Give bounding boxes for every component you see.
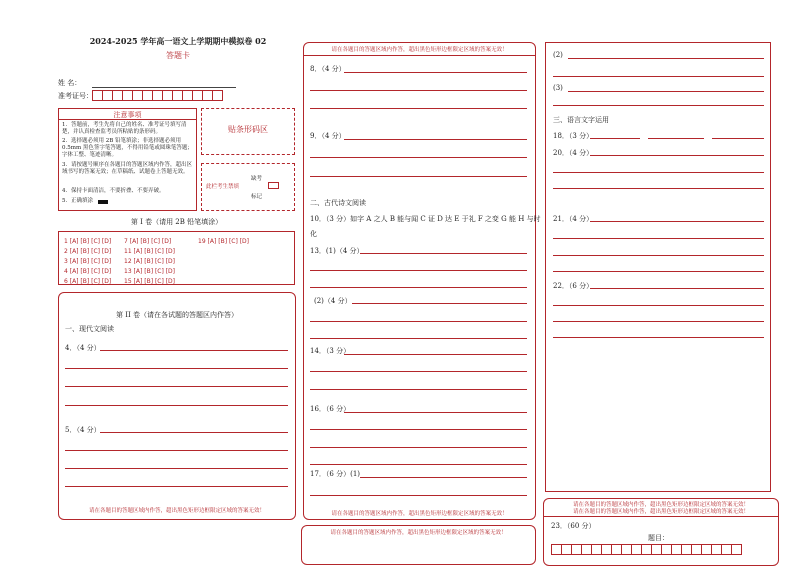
question-8-label: 8．（4 分）: [310, 65, 346, 73]
question-17-label: 17．（6 分）(1): [310, 470, 361, 478]
option-row[interactable]: 15 [A] [B] [C] [D]: [124, 278, 176, 285]
option-row[interactable]: 6 [A] [B] [C] [D]: [64, 278, 112, 285]
option-row[interactable]: 11 [A] [B] [C] [D]: [124, 248, 176, 255]
option-row[interactable]: 7 [A] [B] [C] [D]: [124, 238, 172, 245]
notice-item-2: 2．选择题必须用 2B 铅笔填涂；非选择题必须用 0.5mm 黑色签字笔答题，不得用铅笔或圆珠笔答题；字体工整、笔迹清晰。: [62, 138, 193, 158]
option-row[interactable]: 2 [A] [B] [C] [D]: [64, 248, 112, 255]
warning-text: 请在各题目的答题区域内作答，超出黑色矩形边框限定区域的答案无效！: [331, 511, 508, 517]
notice-item-5: 5．正确填涂: [62, 198, 93, 204]
absent-label: 此栏考生禁填: [206, 184, 240, 190]
subquestion-3-label: (3): [553, 84, 563, 92]
answer-sheet-label: 答题卡: [166, 51, 190, 60]
exam-title: 2024-2025 学年高一语文上学期期中模拟卷 02: [89, 36, 267, 46]
option-row[interactable]: 4 [A] [B] [C] [D]: [64, 268, 112, 275]
warning-text: 请在各题目的答题区域内作答，超出黑色矩形边框限定区域的答案无效！: [330, 530, 507, 536]
warning-text: 请在各题目的答题区域内作答，超出黑色矩形边框限定区域的答案无效！: [572, 509, 749, 515]
section-language-use: 三、语言文字运用: [553, 116, 609, 124]
question-10-cont: 化: [310, 230, 317, 238]
question-22-label: 22．（6 分）: [553, 282, 594, 290]
question-4-label: 4．（4 分）: [65, 344, 101, 352]
column2-box: [303, 42, 536, 520]
notice-item-4: 4．保持卡面清洁，不要折叠、不要弄破。: [62, 188, 165, 194]
option-row[interactable]: 1 [A] [B] [C] [D]: [64, 238, 112, 245]
question-5-label: 5．（4 分）: [65, 426, 101, 434]
warning-text: 请在各题目的答题区域内作答，超出黑色矩形边框限定区域的答案无效！: [572, 502, 749, 508]
question-13-2-label: (2)（4 分）: [314, 297, 352, 305]
part1-title: 第 I 卷（请用 2B 铅笔填涂）: [130, 218, 223, 226]
question-16-label: 16．（6 分）: [310, 405, 351, 413]
filled-mark-sample: [98, 200, 108, 204]
section-modern-reading: 一、现代文阅读: [65, 325, 114, 333]
essay-topic-label: 题目：: [648, 534, 669, 542]
warning-text: 请在各题目的答题区域内作答，超出黑色矩形边框限定区域的答案无效！: [331, 47, 508, 53]
name-label: 姓 名：: [58, 79, 82, 87]
question-18-label: 18．（3 分）: [553, 132, 594, 140]
absent-checkbox[interactable]: [268, 182, 279, 189]
question-23-label: 23．（60 分）: [551, 522, 596, 530]
question-10-label: 10．（3 分）如字 A 之人 B 能与闻 C 证 D 达 E 于礼 F 之变 G 能 H 与时: [310, 215, 541, 223]
column3-box: [545, 42, 771, 492]
warning-text: 请在各题目的答题区域内作答，超出黑色矩形边框限定区域的答案无效！: [88, 508, 265, 514]
notice-item-3: 3．请按题号顺序在各题目的答题区域内作答，超出区域书写的答案无效；在草稿纸、试题卷上答题无效。: [62, 162, 193, 175]
notice-title: 注意事项: [113, 111, 142, 119]
essay-grid[interactable]: [551, 544, 741, 555]
question-20-label: 20．（4 分）: [553, 149, 594, 157]
question-21-label: 21．（4 分）: [553, 215, 594, 223]
option-row[interactable]: 19 [A] [B] [C] [D]: [198, 238, 250, 245]
essay-cell[interactable]: [731, 544, 742, 555]
question-14-label: 14．（3 分）: [310, 347, 351, 355]
subquestion-2-label: (2): [553, 51, 563, 59]
option-row[interactable]: 12 [A] [B] [C] [D]: [124, 258, 176, 265]
option-row[interactable]: 3 [A] [B] [C] [D]: [64, 258, 112, 265]
part2-title: 第 II 卷（请在各试题的答题区内作答）: [116, 311, 238, 319]
absent-mark-2: 标记: [251, 194, 263, 200]
question-13-1-label: 13．(1)（4 分）: [310, 247, 364, 255]
barcode-label: 贴条形码区: [228, 125, 268, 134]
option-row[interactable]: 13 [A] [B] [C] [D]: [124, 268, 176, 275]
exam-id-grid[interactable]: [92, 90, 222, 101]
section-classical-reading: 二、古代诗文阅读: [310, 199, 366, 207]
absent-mark-1: 缺考: [251, 176, 263, 182]
question-9-label: 9．（4 分）: [310, 132, 346, 140]
name-field[interactable]: [92, 87, 236, 88]
notice-item-1: 1．答题前，考生先将自己的姓名、准考证号填写清楚，并认真检查监考员所粘贴的条形码。: [62, 122, 187, 135]
exam-id-label: 准考证号：: [58, 92, 93, 100]
